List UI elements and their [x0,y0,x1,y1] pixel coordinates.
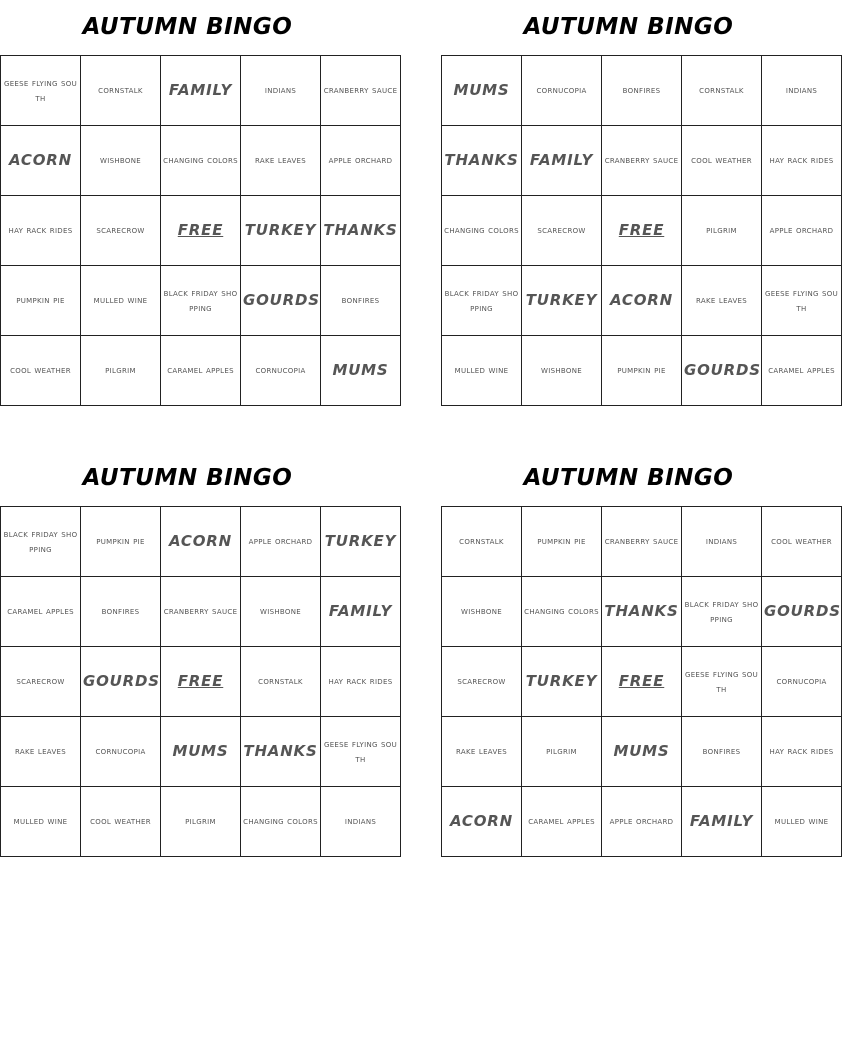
bingo-cell: rake leaves [682,266,762,336]
bingo-cell: pumpkin pie [81,507,161,577]
bingo-cell: cool weather [1,336,81,406]
bingo-cell: mulled wine [1,787,81,857]
bingo-cell: wishbone [442,577,522,647]
bingo-cell: scarecrow [1,647,81,717]
bingo-cell: rake leaves [442,717,522,787]
bingo-grid [0,506,401,857]
bingo-cell: cornstalk [241,647,321,717]
bingo-cell: apple orchard [321,126,401,196]
bingo-cell: apple orchard [762,196,842,266]
bingo-row [442,507,842,577]
bingo-cell: THANKS [241,717,321,787]
bingo-cell: GOURDS [241,266,321,336]
bingo-cell: black friday shopping [682,577,762,647]
bingo-cell: rake leaves [241,126,321,196]
bingo-row [442,717,842,787]
bingo-cell: cornucopia [81,717,161,787]
bingo-cell: cranberry sauce [602,507,682,577]
bingo-cell: indians [682,507,762,577]
bingo-cell: cornstalk [682,56,762,126]
bingo-cell: FAMILY [522,126,602,196]
bingo-cell: mulled wine [442,336,522,406]
bingo-row [1,507,401,577]
bingo-grid [0,55,401,406]
bingo-cell: bonfires [602,56,682,126]
bingo-cell: cranberry sauce [321,56,401,126]
bingo-cell: MUMS [161,717,241,787]
bingo-cell: bonfires [321,266,401,336]
bingo-cell: mulled wine [762,787,842,857]
bingo-cell: mulled wine [81,266,161,336]
bingo-row [1,196,401,266]
bingo-cell: ACORN [602,266,682,336]
bingo-cell: wishbone [522,336,602,406]
bingo-cell: bonfires [682,717,762,787]
bingo-grid [441,506,842,857]
bingo-row [1,266,401,336]
bingo-cell: caramel apples [161,336,241,406]
bingo-cell: bonfires [81,577,161,647]
bingo-row [442,126,842,196]
bingo-row [1,717,401,787]
bingo-cell: cranberry sauce [161,577,241,647]
bingo-cell: cornstalk [81,56,161,126]
bingo-cell: TURKEY [522,647,602,717]
bingo-cell: hay rack rides [1,196,81,266]
bingo-row [442,577,842,647]
bingo-cell: pumpkin pie [1,266,81,336]
card-title: AUTUMN BINGO [523,465,734,491]
bingo-cell: ACORN [442,787,522,857]
bingo-cell: apple orchard [241,507,321,577]
bingo-cell: GOURDS [682,336,762,406]
bingo-card [441,451,841,857]
bingo-cell: caramel apples [522,787,602,857]
bingo-cell: caramel apples [762,336,842,406]
card-title: AUTUMN BINGO [82,465,293,491]
card-title: AUTUMN BINGO [82,14,293,40]
bingo-cell: indians [321,787,401,857]
bingo-cell: wishbone [241,577,321,647]
bingo-row [1,56,401,126]
bingo-cell: GOURDS [762,577,842,647]
bingo-cell: indians [762,56,842,126]
bingo-cell: GOURDS [81,647,161,717]
bingo-card [441,0,839,406]
bingo-cell: FAMILY [682,787,762,857]
bingo-cell: TURKEY [321,507,401,577]
bingo-cell: THANKS [321,196,401,266]
bingo-row [442,56,842,126]
bingo-cell: changing colors [241,787,321,857]
bingo-row [1,126,401,196]
bingo-cell: black friday shopping [161,266,241,336]
bingo-cell: ACORN [161,507,241,577]
bingo-cell: pumpkin pie [522,507,602,577]
bingo-cell: pumpkin pie [602,336,682,406]
bingo-cell: MUMS [442,56,522,126]
bingo-cell: pilgrim [682,196,762,266]
bingo-cell: apple orchard [602,787,682,857]
bingo-row [442,266,842,336]
bingo-cell: rake leaves [1,717,81,787]
bingo-cell: changing colors [442,196,522,266]
bingo-cell: caramel apples [1,577,81,647]
bingo-row [442,336,842,406]
bingo-cell: scarecrow [442,647,522,717]
bingo-row [1,577,401,647]
bingo-row [1,787,401,857]
bingo-cell: indians [241,56,321,126]
bingo-row [1,647,401,717]
bingo-cell: changing colors [161,126,241,196]
bingo-cell: TURKEY [522,266,602,336]
bingo-cell: FAMILY [321,577,401,647]
bingo-row [442,196,842,266]
bingo-cell: cornucopia [241,336,321,406]
bingo-row [442,787,842,857]
free-space-cell: FREE [602,196,682,266]
bingo-cell: pilgrim [161,787,241,857]
bingo-cell: geese flying south [762,266,842,336]
bingo-cell: THANKS [602,577,682,647]
bingo-cell: cool weather [81,787,161,857]
bingo-cell: TURKEY [241,196,321,266]
bingo-card [0,451,398,857]
bingo-cell: pilgrim [522,717,602,787]
bingo-cell: wishbone [81,126,161,196]
bingo-cell: cranberry sauce [602,126,682,196]
bingo-cell: black friday shopping [1,507,81,577]
free-space-cell: FREE [161,196,241,266]
bingo-cell: FAMILY [161,56,241,126]
bingo-cell: ACORN [1,126,81,196]
bingo-grid [441,55,842,406]
bingo-cell: pilgrim [81,336,161,406]
bingo-cell: cool weather [682,126,762,196]
bingo-cell: hay rack rides [762,717,842,787]
bingo-card [0,0,398,406]
bingo-cell: cornucopia [522,56,602,126]
bingo-cell: geese flying south [321,717,401,787]
bingo-row [1,336,401,406]
bingo-row [442,647,842,717]
bingo-cell: scarecrow [522,196,602,266]
bingo-cell: hay rack rides [321,647,401,717]
bingo-cell: cornstalk [442,507,522,577]
bingo-cell: changing colors [522,577,602,647]
bingo-cell: black friday shopping [442,266,522,336]
bingo-cell: geese flying south [1,56,81,126]
bingo-cell: cool weather [762,507,842,577]
card-title: AUTUMN BINGO [523,14,734,40]
free-space-cell: FREE [602,647,682,717]
bingo-cell: MUMS [321,336,401,406]
bingo-cell: THANKS [442,126,522,196]
bingo-cell: hay rack rides [762,126,842,196]
free-space-cell: FREE [161,647,241,717]
bingo-cell: cornucopia [762,647,842,717]
bingo-cell: geese flying south [682,647,762,717]
bingo-cell: scarecrow [81,196,161,266]
bingo-cell: MUMS [602,717,682,787]
